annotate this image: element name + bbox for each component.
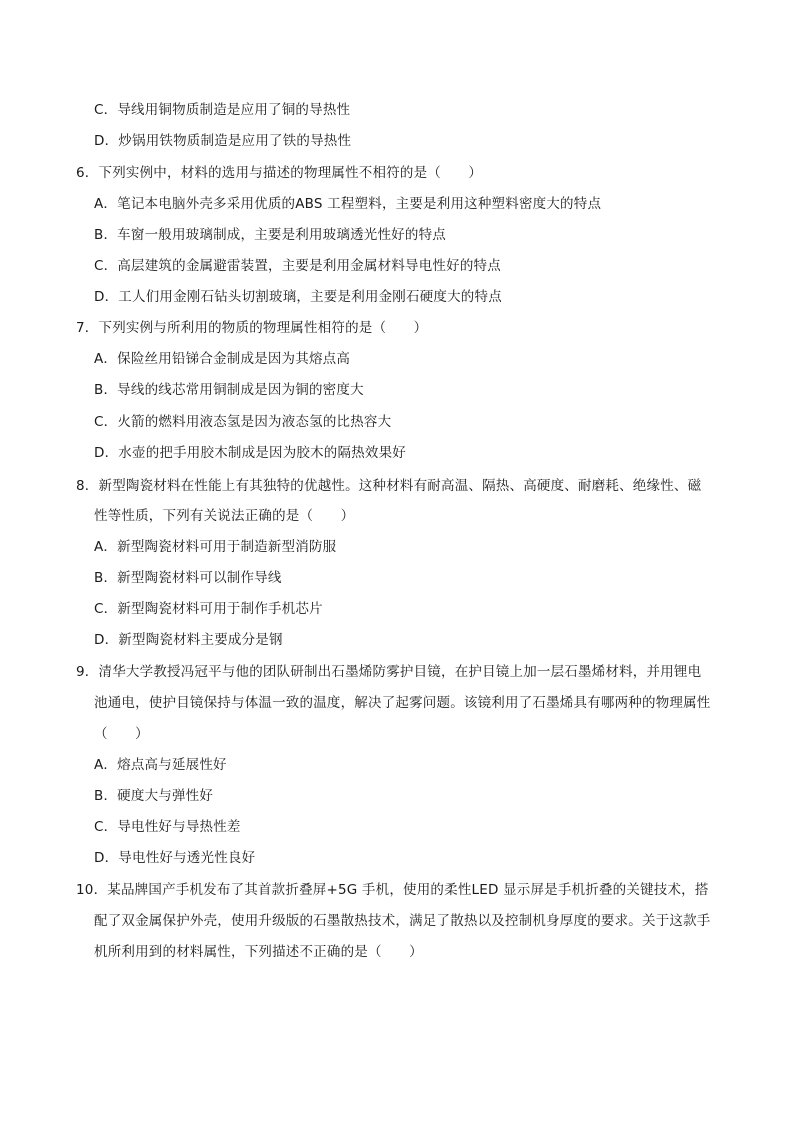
- option-text: 导线用铜物质制造是应用了铜的导热性: [117, 102, 351, 118]
- question-7-option-a: [94, 349, 350, 369]
- question-9-option-c: [94, 817, 241, 837]
- question-text: 下列实例中，材料的选用与描述的物理属性不相符的是（ ）: [98, 165, 483, 181]
- question-8-option-c: [94, 599, 323, 619]
- option-label: B．: [94, 570, 118, 586]
- question-9-stem: [76, 662, 701, 682]
- option-label: C．: [94, 819, 118, 835]
- question-text: 池通电，使护目镜保持与体温一致的温度，解决了起雾问题。该镜利用了石墨烯具有哪两种的物理属性: [94, 695, 711, 711]
- option-label: B．: [94, 227, 118, 243]
- option-text: 新型陶瓷材料可用于制作手机芯片: [117, 601, 323, 617]
- option-label: C．: [94, 102, 118, 118]
- question-9-option-a: [94, 755, 227, 775]
- option-label: C．: [94, 414, 118, 430]
- option-label: C．: [94, 258, 118, 274]
- option-text: 硬度大与弹性好: [117, 788, 214, 804]
- option-label: B．: [94, 788, 118, 804]
- option-d-prev: [94, 131, 351, 151]
- option-text: 新型陶瓷材料主要成分是钢: [118, 632, 283, 648]
- question-text: 性等性质，下列有关说法正确的是（ ）: [94, 508, 355, 524]
- question-number: 7．: [76, 320, 99, 336]
- question-6-option-c: [94, 256, 501, 276]
- question-9-option-d: [94, 848, 255, 868]
- question-10-stem-cont-2: [94, 942, 423, 962]
- question-8-option-d: [94, 630, 283, 650]
- question-6-option-d: [94, 287, 502, 307]
- option-label: A．: [94, 539, 118, 555]
- question-8-stem-cont: [94, 506, 354, 526]
- question-6-option-a: [94, 194, 601, 214]
- question-7-stem: [76, 318, 427, 338]
- option-text: 水壶的把手用胶木制成是因为胶木的隔热效果好: [118, 445, 406, 461]
- question-7-option-c: [94, 412, 391, 432]
- option-text: 导线的线芯常用铜制成是因为铜的密度大: [117, 382, 364, 398]
- option-text: 笔记本电脑外壳多采用优质的ABS 工程塑料，主要是利用这种塑料密度大的特点: [117, 196, 602, 212]
- question-number: 9．: [76, 664, 99, 680]
- option-text: 车窗一般用玻璃制成，主要是利用玻璃透光性好的特点: [117, 227, 446, 243]
- question-text: 清华大学教授冯冠平与他的团队研制出石墨烯防雾护目镜，在护目镜上加一层石墨烯材料，并用锂电: [98, 664, 702, 680]
- option-label: A．: [94, 351, 118, 367]
- question-number: 10．: [76, 882, 108, 898]
- option-text: 新型陶瓷材料可用于制造新型消防服: [117, 539, 337, 555]
- option-label: D．: [94, 445, 119, 461]
- question-text: 配了双金属保护外壳，使用升级版的石墨散热技术，满足了散热以及控制机身厚度的要求。关于这款手: [94, 913, 711, 929]
- question-text: 新型陶瓷材料在性能上有其独特的优越性。这种材料有耐高温、隔热、高硬度、耐磨耗、绝缘性、磁: [98, 478, 702, 494]
- question-7-option-b: [94, 380, 364, 400]
- question-number: 6．: [76, 165, 99, 181]
- question-number: 8．: [76, 478, 99, 494]
- option-label: C．: [94, 601, 118, 617]
- question-6-option-b: [94, 225, 446, 245]
- option-text: 熔点高与延展性好: [117, 757, 227, 773]
- question-6-stem: [76, 163, 482, 183]
- option-c-prev: [94, 100, 350, 120]
- question-9-option-b: [94, 786, 213, 806]
- option-text: 工人们用金刚石钻头切割玻璃，主要是利用金刚石硬度大的特点: [118, 289, 502, 305]
- option-text: 导电性好与导热性差: [117, 819, 241, 835]
- question-10-stem: [76, 880, 709, 900]
- question-text: 下列实例与所利用的物质的物理属性相符的是（ ）: [98, 320, 428, 336]
- option-label: A．: [94, 196, 118, 212]
- question-8-option-b: [94, 568, 282, 588]
- option-text: 火箭的燃料用液态氢是因为液态氢的比热容大: [117, 414, 392, 430]
- question-8-stem: [76, 476, 701, 496]
- option-text: 高层建筑的金属避雷装置，主要是利用金属材料导电性好的特点: [117, 258, 501, 274]
- question-7-option-d: [94, 443, 406, 463]
- question-text: 机所利用到的材料属性，下列描述不正确的是（ ）: [94, 944, 423, 960]
- question-9-stem-cont-2: [94, 724, 149, 744]
- question-text: （ ）: [94, 726, 149, 742]
- question-9-stem-cont-1: [94, 693, 711, 713]
- option-label: B．: [94, 382, 118, 398]
- option-label: D．: [94, 289, 119, 305]
- option-label: A．: [94, 757, 118, 773]
- option-label: D．: [94, 133, 119, 149]
- question-10-stem-cont-1: [94, 911, 711, 931]
- option-text: 炒锅用铁物质制造是应用了铁的导热性: [118, 133, 352, 149]
- option-text: 导电性好与透光性良好: [118, 850, 256, 866]
- question-text: 某品牌国产手机发布了其首款折叠屏+5G 手机，使用的柔性LED 显示屏是手机折叠的关键技术，搭: [107, 882, 709, 898]
- option-label: D．: [94, 850, 119, 866]
- option-text: 保险丝用铅锑合金制成是因为其熔点高: [117, 351, 351, 367]
- option-text: 新型陶瓷材料可以制作导线: [117, 570, 282, 586]
- question-8-option-a: [94, 537, 336, 557]
- option-label: D．: [94, 632, 119, 648]
